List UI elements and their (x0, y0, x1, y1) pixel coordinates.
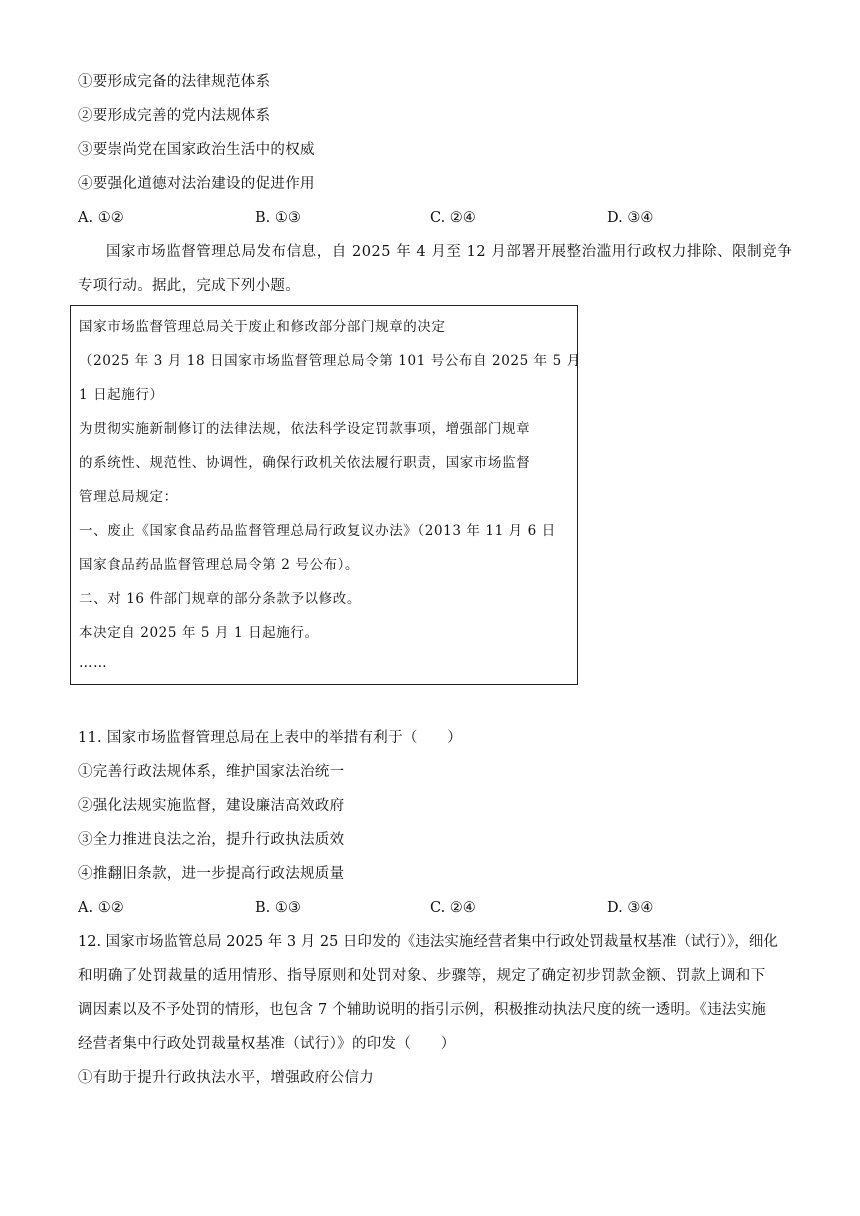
q10-option-a: A. ①② (78, 210, 124, 226)
q11-option-b: B. ①③ (255, 900, 301, 916)
q10-option-c: C. ②④ (430, 210, 476, 226)
intro-line-1: 国家市场监督管理总局发布信息，自 2025 年 4 月至 12 月部署开展整治滥用行政权力排除、限制竞争 (106, 244, 793, 260)
q12-stem-line-1: 12. 国家市场监管总局 2025 年 3 月 25 日印发的《违法实施经营者集中行政处罚裁量权基准（试行）》，细化 (78, 934, 778, 950)
q10-item-3: ③要崇尚党在国家政治生活中的权威 (78, 142, 315, 158)
regulation-box (70, 305, 581, 685)
q11-item-1: ①完善行政法规体系，维护国家法治统一 (78, 764, 345, 780)
regulation-line: 国家食品药品监督管理总局令第 2 号公布）。 (79, 557, 360, 573)
regulation-ellipsis: …… (79, 655, 108, 671)
q12-stem-line-4: 经营者集中行政处罚裁量权基准（试行）》的印发（ ） (78, 1036, 456, 1052)
q11-option-d: D. ③④ (607, 900, 654, 916)
q10-item-1: ①要形成完备的法律规范体系 (78, 74, 271, 90)
q11-option-c: C. ②④ (430, 900, 476, 916)
regulation-line: 管理总局规定： (79, 489, 178, 505)
q12-stem-line-3: 调因素以及不予处罚的情形，也包含 7 个辅助说明的指引示例，积极推动执法尺度的统一透明。《违法实施 (78, 1002, 766, 1018)
q11-item-4: ④推翻旧条款，进一步提高行政法规质量 (78, 866, 345, 882)
q11-item-3: ③全力推进良法之治，提升行政执法质效 (78, 832, 345, 848)
regulation-line: 本决定自 2025 年 5 月 1 日起施行。 (79, 625, 319, 641)
regulation-line: （2025 年 3 月 18 日国家市场监督管理总局令第 101 号公布自 2025 年 5 月 (79, 353, 581, 369)
regulation-line: 二、对 16 件部门规章的部分条款予以修改。 (79, 591, 361, 607)
regulation-line: 为贯彻实施新制修订的法律法规，依法科学设定罚款事项，增强部门规章 (79, 421, 531, 437)
regulation-line: 的系统性、规范性、协调性，确保行政机关依法履行职责，国家市场监督 (79, 455, 531, 471)
intro-line-2: 专项行动。据此，完成下列小题。 (78, 278, 300, 294)
q11-stem: 11. 国家市场监督管理总局在上表中的举措有利于（ ） (78, 730, 463, 746)
regulation-title: 国家市场监督管理总局关于废止和修改部分部门规章的决定 (79, 319, 446, 335)
q10-option-b: B. ①③ (255, 210, 301, 226)
q12-item-1: ①有助于提升行政执法水平，增强政府公信力 (78, 1070, 374, 1086)
regulation-line: 一、废止《国家食品药品监督管理总局行政复议办法》（2013 年 11 月 6 日 (79, 523, 556, 539)
q10-item-2: ②要形成完善的党内法规体系 (78, 108, 271, 124)
q12-stem-line-2: 和明确了处罚裁量的适用情形、指导原则和处罚对象、步骤等，规定了确定初步罚款金额、罚款上调和下 (78, 968, 766, 984)
q11-item-2: ②强化法规实施监督，建设廉洁高效政府 (78, 798, 345, 814)
q10-option-d: D. ③④ (607, 210, 654, 226)
q11-option-a: A. ①② (78, 900, 124, 916)
q10-item-4: ④要强化道德对法治建设的促进作用 (78, 176, 315, 192)
regulation-line: 1 日起施行） (79, 387, 164, 403)
